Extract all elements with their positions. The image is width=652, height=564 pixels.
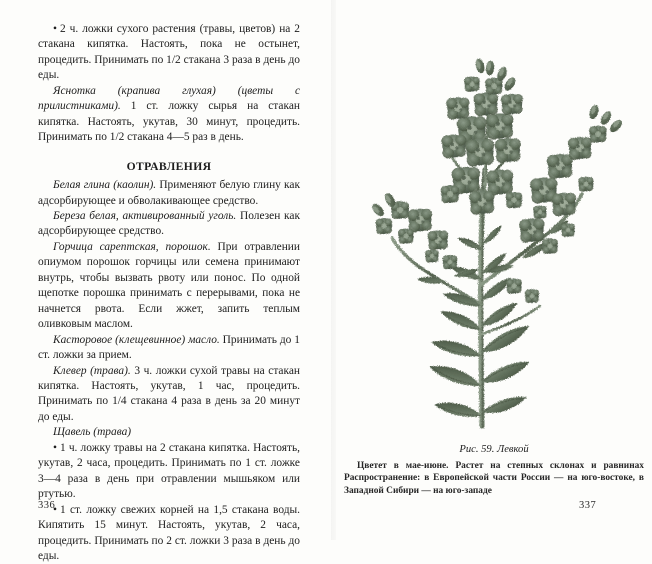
remedy-entry	[38, 178, 300, 209]
page-number-right: 337	[579, 500, 597, 511]
list-item-text: 1 ст. ложку свежих корней на 1,5 стакана воды. Кипятить 15 минут. Настоять, укутав, 2 часа, процедить. Принимать по 2 ст. ложки 3 раза в день до еды.	[38, 503, 300, 562]
remedy-entry	[38, 333, 300, 364]
bullet-glyph: •	[53, 441, 60, 454]
levkoy-plant-illustration	[354, 34, 634, 438]
remedy-text: Полезен как адсорбирующее средство.	[38, 209, 300, 238]
remedy-entry	[38, 209, 300, 240]
remedy-text: 3 ч. ложки сухой травы на стакан кипятка. Настоять, укутав, 1 час, процедить. Принимать по 1/4 стакана 4 раза в день за 20 минут до еды.	[38, 364, 300, 423]
list-item	[38, 441, 300, 503]
bullet-glyph: •	[53, 503, 60, 516]
list-item	[38, 22, 300, 84]
remedy-name: Щавель (трава)	[53, 426, 132, 439]
bullet-glyph: •	[53, 23, 60, 35]
remedy-text: Применяют белую глину как адсорбирующее и обволакивающее средство.	[38, 179, 300, 207]
remedy-entry	[38, 364, 300, 426]
remedy-name: Клевер (трава).	[53, 364, 131, 377]
remedy-text: При отравлении опиумом порошок горчицы или семена принимают внутрь, чтобы вызвать рвоту или понос. По одной щепотке порошка принимать с перерывами, пока не начнется рвота. Если жжет, запить теплым оливковым маслом.	[38, 240, 300, 331]
remedy-name: Белая глина (каолин).	[53, 179, 157, 192]
remedy-name: Береза белая, активированный уголь.	[53, 209, 237, 222]
list-item-text: 1 ч. ложку травы на 2 стакана кипятка. Настоять, укутав, 2 часа, процедить. Принимать по 1 ст. ложке 3—4 раза в день при отравлении мышьяком или ртутью.	[38, 441, 300, 501]
section-heading: ОТРАВЛЕНИЯ	[126, 159, 212, 173]
left-page-text-column	[38, 22, 300, 564]
remedy-entry	[38, 425, 300, 440]
remedy-entry	[38, 84, 300, 146]
page-number-left: 336	[38, 500, 56, 511]
list-item	[38, 503, 300, 564]
remedy-entry	[38, 240, 300, 333]
remedy-text: Принимать до 1 ст. ложки за прием.	[38, 333, 300, 362]
figure-caption: Рис. 59. Левкой	[459, 444, 529, 455]
remedy-name: Горчица сарептская, порошок.	[53, 240, 211, 253]
remedy-text: 1 ст. ложку сырья на стакан кипятка. Настоять, укутав, 30 минут, процедить. Принимать по 1/2 стакана 4—5 раз в день.	[38, 100, 300, 144]
remedy-name: Яснотка (крапива глухая) (цветы с прилистниками).	[38, 84, 300, 113]
figure-note: Цветет в мае-июне. Растет на степных склонах и равнинах Распространение: в Европейской части России — на юго-востоке, в Западной Сибири — на юго-западе	[344, 461, 644, 496]
right-page	[336, 0, 652, 540]
remedy-name: Касторовое (клещевинное) масло.	[53, 333, 220, 346]
list-item-text: 2 ч. ложки сухого растения (травы, цветов) на 2 стакана кипятка. Настоять, пока не остынет, процедить. Принимать по 1/2 стакана 3 раза в день до еды.	[38, 23, 300, 82]
